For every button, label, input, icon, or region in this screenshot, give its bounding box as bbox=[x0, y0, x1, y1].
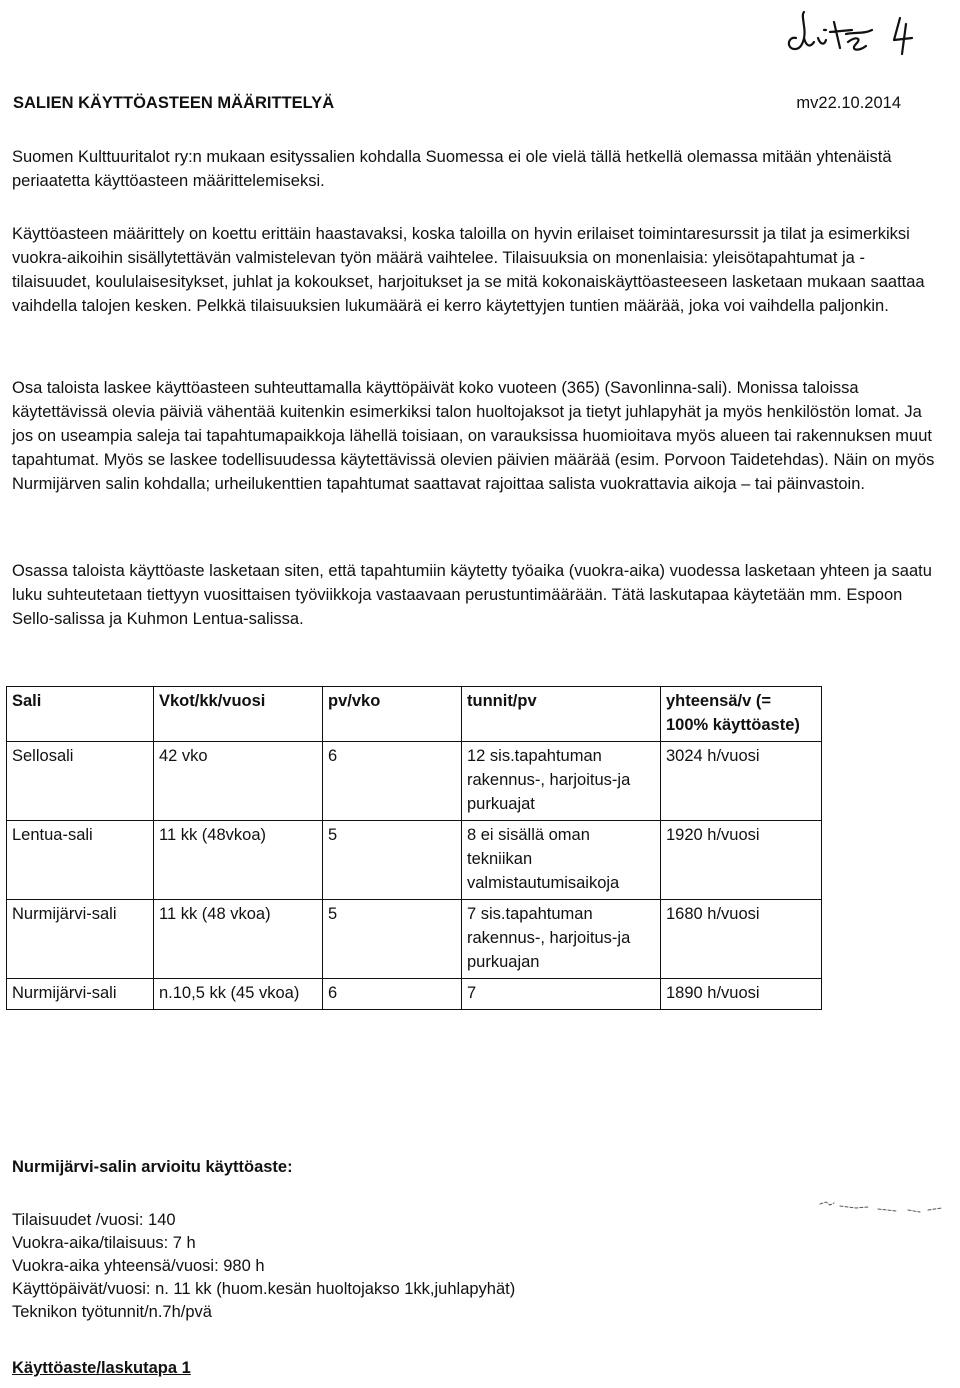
document-date: mv22.10.2014 bbox=[796, 94, 901, 112]
paragraph-method-hours: Osassa taloista käyttöaste lasketaan siten, että tapahtumiin käytetty työaika (vuokra-aika) vuodessa lasketaan yhteen ja saatu luku suhteutetaan tiettyyn vuosittaisen työviikkoja vastaavaan perustuntimäärään. Tätä laskutapaa käytetään mm. Espoon Sello-salissa ja Kuhmon Lentua-salissa. bbox=[12, 562, 932, 628]
document-title: SALIEN KÄYTTÖASTEEN MÄÄRITTELYÄ bbox=[13, 94, 335, 112]
table-cell: 5 bbox=[323, 821, 462, 900]
usage-table bbox=[6, 686, 822, 1010]
column-header-yhteensa: yhteensä/v (= 100% käyttöaste) bbox=[661, 687, 822, 742]
header-row bbox=[13, 94, 901, 113]
table-cell: 11 kk (48vkoa) bbox=[154, 821, 323, 900]
fact-line: Käyttöpäivät/vuosi: n. 11 kk (huom.kesän huoltojakso 1kk,juhlapyhät) bbox=[12, 1280, 516, 1298]
table-cell: 1680 h/vuosi bbox=[661, 900, 822, 979]
table-cell: 1890 h/vuosi bbox=[661, 979, 822, 1010]
method-section-title: Käyttöaste/laskutapa 1 bbox=[12, 1359, 191, 1377]
table-row bbox=[7, 979, 822, 1010]
table-cell: 12 sis.tapahtuman rakennus-, harjoitus-ja purkuajat bbox=[462, 742, 661, 821]
table-cell: 5 bbox=[323, 900, 462, 979]
table-cell: 6 bbox=[323, 979, 462, 1010]
column-header-sali: Sali bbox=[7, 687, 154, 742]
table-cell: 7 sis.tapahtuman rakennus-, harjoitus-ja purkuajan bbox=[462, 900, 661, 979]
table-header-row bbox=[7, 687, 822, 742]
table-cell: 42 vko bbox=[154, 742, 323, 821]
table-cell: n.10,5 kk (45 vkoa) bbox=[154, 979, 323, 1010]
pen-scribble-mark bbox=[816, 1196, 956, 1216]
estimate-facts bbox=[12, 1209, 515, 1324]
table-row bbox=[7, 900, 822, 979]
table-cell: 11 kk (48 vkoa) bbox=[154, 900, 323, 979]
table-cell: 3024 h/vuosi bbox=[661, 742, 822, 821]
column-header-vkot: Vkot/kk/vuosi bbox=[154, 687, 323, 742]
table-row bbox=[7, 742, 822, 821]
estimate-title: Nurmijärvi-salin arvioitu käyttöaste: bbox=[12, 1158, 293, 1176]
fact-line: Teknikon työtunnit/n.7h/pvä bbox=[12, 1303, 212, 1321]
paragraph-intro: Suomen Kulttuuritalot ry:n mukaan esityssalien kohdalla Suomessa ei ole vielä tällä hetkellä olemassa mitään yhtenäistä periaatetta käyttöasteen määrittelemiseksi. bbox=[12, 148, 892, 190]
table-row bbox=[7, 821, 822, 900]
table-cell: Sellosali bbox=[7, 742, 154, 821]
handwritten-note-liite-4 bbox=[778, 8, 938, 58]
column-header-tunnit: tunnit/pv bbox=[462, 687, 661, 742]
table-cell: Nurmijärvi-sali bbox=[7, 979, 154, 1010]
table-cell: 1920 h/vuosi bbox=[661, 821, 822, 900]
table-cell: 7 bbox=[462, 979, 661, 1010]
fact-line: Vuokra-aika/tilaisuus: 7 h bbox=[12, 1234, 196, 1252]
paragraph-definition: Käyttöasteen määrittely on koettu erittäin haastavaksi, koska taloilla on hyvin erilaiset toimintaresurssit ja tilat ja esimerkiksi vuokra-aikoihin sisällytettävän valmistelevan työn määrä vaihtelee. Tilaisuuksia on monenlaisia: yleisötapahtumat ja -tilaisuudet, koululaisesitykset, juhlat ja kokoukset, harjoitukset ja se mitä kokonaiskäyttöasteeseen lasketaan mukaan saattaa vaihdella talojen kesken. Pelkkä tilaisuuksien lukumäärä ei kerro käytettyjen tuntien määrää, joka voi vaihdella paljonkin. bbox=[12, 225, 925, 315]
table-cell: Lentua-sali bbox=[7, 821, 154, 900]
column-header-pv: pv/vko bbox=[323, 687, 462, 742]
fact-line: Vuokra-aika yhteensä/vuosi: 980 h bbox=[12, 1257, 265, 1275]
fact-line: Tilaisuudet /vuosi: 140 bbox=[12, 1211, 176, 1229]
table-cell: Nurmijärvi-sali bbox=[7, 900, 154, 979]
table-cell: 8 ei sisällä oman tekniikan valmistautumisaikoja bbox=[462, 821, 661, 900]
paragraph-method-days: Osa taloista laskee käyttöasteen suhteuttamalla käyttöpäivät koko vuoteen (365) (Savonlinna-sali). Monissa taloissa käytettävissä olevia päiviä vähentää kuitenkin esimerkiksi talon huoltojaksot ja tietyt juhlapyhät ja myös henkilöstön lomat. Ja jos on useampia saleja tai tapahtumapaikkoja lähellä toisiaan, on varauksissa huomioitava myös alueen tai rakennuksen muut tapahtumat. Myös se laskee todellisuudessa käytettävissä olevien päivien määrää (esim. Porvoon Taidetehdas). Näin on myös Nurmijärven salin kohdalla; urheilukenttien tapahtumat saattavat rajoittaa salista vuokrattavia aikoja – tai päinvastoin. bbox=[12, 379, 935, 493]
table-cell: 6 bbox=[323, 742, 462, 821]
